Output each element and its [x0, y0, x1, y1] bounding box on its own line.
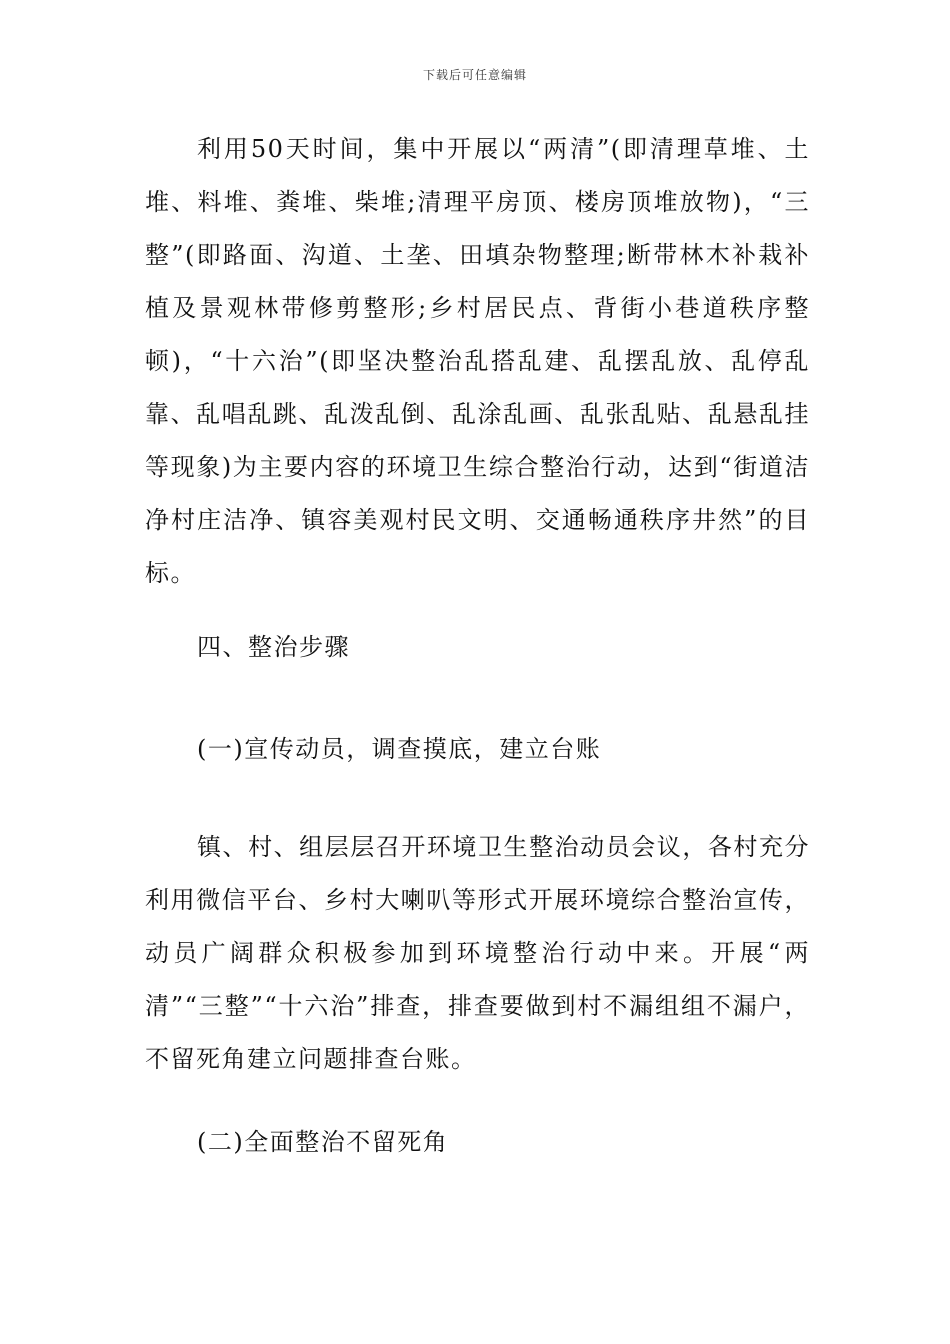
section-heading-steps: 四、整治步骤 — [197, 633, 350, 661]
page-header-note: 下载后可任意编辑 — [422, 68, 527, 82]
paragraph-goal: 利用50天时间，集中开展以“两清”(即清理草堆、土堆、料堆、粪堆、柴堆;清理平房顶、楼房顶堆放物)，“三整”(即路面、沟道、土垄、田填杂物整理;断带林木补栽补植及景观林带修剪整形;乡村居民点、背街小巷道秩序整顿)，“十六治”(即坚决整治乱搭乱建、乱摆乱放、乱停乱靠、乱唱乱跳、乱泼乱倒、乱涂乱画、乱张乱贴、乱悬乱挂等现象)为主要内容的环境卫生综合整治行动，达到“街道洁净村庄洁净、镇容美观村民文明、交通畅通秩序井然”的目标。 — [145, 135, 810, 587]
subheading-rectification: (二)全面整治不留死角 — [197, 1128, 449, 1156]
paragraph-publicity: 镇、村、组层层召开环境卫生整治动员会议，各村充分利用微信平台、乡村大喇叭等形式开展环境综合整治宣传，动员广阔群众积极参加到环境整治行动中来。开展“两清”“三整”“十六治”排查，排查要做到村不漏组组不漏户，不留死角建立问题排查台账。 — [145, 833, 810, 1073]
subheading-publicity: (一)宣传动员，调查摸底，建立台账 — [197, 735, 602, 763]
